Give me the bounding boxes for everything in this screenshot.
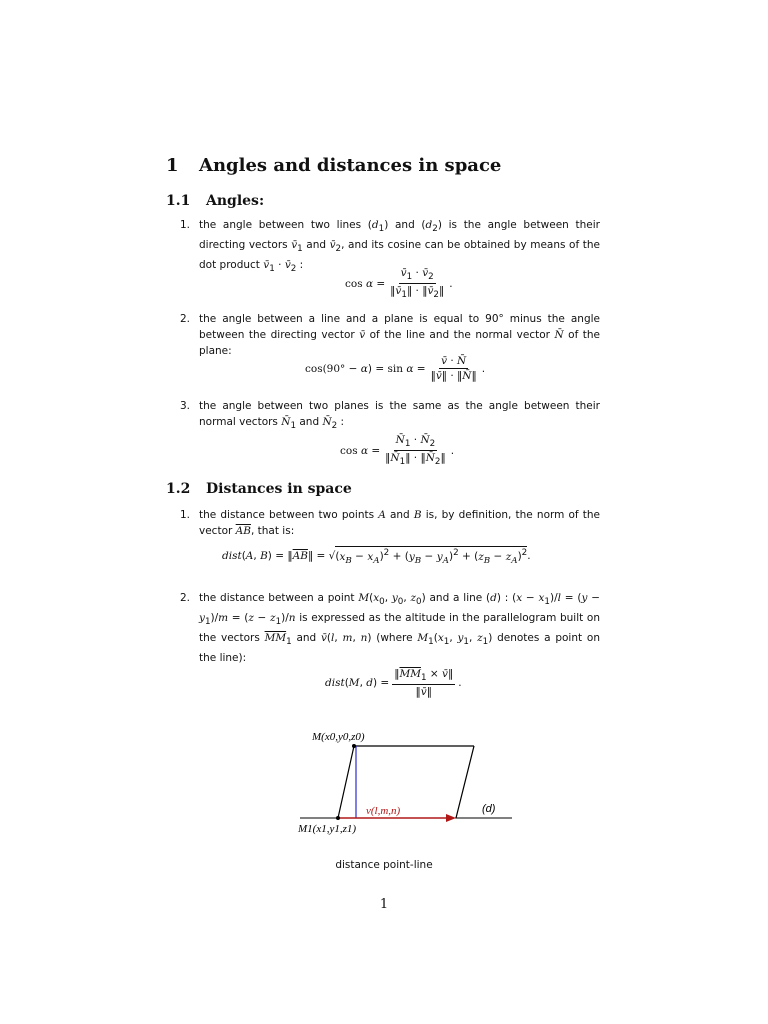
item-text: the distance between a point $M(x_0$, $y_0$, $z_0$) and a line (d) : $(x - x_1)/l = (y - y_1)/m = (z - z_1)/n$ is expressed as the altitude in the parallelogram built on the vectors $\overline{MM}_1$ and v̄(l, m, n) (where $M_1(x_1$, $y_1$, $z_1$) denotes a point on the line): [199,592,601,665]
item-number: 1. [180,219,191,231]
item-text: the distance between two points A and B is, by definition, the norm of the vector $\overline{AB}$, that is: [199,509,600,537]
parallelogram-left [338,746,354,818]
subsection-heading-angles [166,193,264,209]
label-M1: M1(x1,y1,z1) [298,823,357,835]
label-M: M(x0,y0,z0) [312,731,365,743]
distances-item-1 [180,507,600,539]
item-text: the angle between two lines $(d_1)$ and $(d_2)$ is the angle between their directing vectors $v̄_1$ and $v̄_2$, and its cosine can be obtained by means of the dot product $v̄_1$ · $v̄_2$ : [199,219,600,275]
formula-distance-point-line: dist ( M , d ) = $\frac{‖\overline{MM}_1 \times v̄‖}{‖v̄‖}$ . [325,668,462,699]
subsection-number: 1.2 [166,481,191,497]
parallelogram-right [456,746,474,818]
angles-item-2 [180,311,600,359]
section-title: Angles and distances in space [199,155,502,176]
angles-item-3 [180,398,600,434]
section-heading [166,155,501,176]
label-v: v(l,m,n) [366,805,401,817]
formula-angle-lines: cos α = $\frac{v̄_1 \cdot v̄_2}{‖v̄_1‖ \cdot ‖v̄_2‖}$ . [345,267,453,301]
item-text: the angle between a line and a plane is equal to 90° minus the angle between the directing vector v̄ of the line and the normal vector N̄ of the plane: [199,313,600,357]
point-M1 [336,816,340,820]
point-M [352,744,356,748]
subsection-heading-distances [166,481,352,497]
item-text: the angle between two planes is the same as the angle between their normal vectors $N̄_1$ and $N̄_2$ : [199,400,600,432]
item-number: 2. [180,592,191,604]
parallelogram-figure [290,722,520,842]
distances-item-2 [180,590,600,666]
formula-angle-line-plane: cos(90° − α ) = sin α = $\frac{v̄ \cdot N̄}{‖v̄‖ \cdot ‖N̄‖}$ . [305,355,486,382]
item-number: 1. [180,509,191,521]
item-number: 2. [180,313,191,325]
page-number: 1 [379,897,389,912]
subsection-title: Distances in space [206,481,352,497]
label-d: (d) [482,803,496,815]
formula-distance-points: dist ( A , B ) = ‖ $\overline{AB}$ ‖ = √ $(x_B - x_A)^2 + (y_B - y_A)^2 + (z_B - z_A)^2$ . [222,548,531,566]
section-number: 1 [166,155,179,176]
figure-caption: distance point-line [335,859,433,871]
subsection-title: Angles: [206,193,265,209]
vector-v-arrowhead [446,814,456,822]
subsection-number: 1.1 [166,193,191,209]
item-number: 3. [180,400,191,412]
formula-angle-planes: cos α = $\frac{N̄_1 \cdot N̄_2}{‖N̄_1‖ \cdot ‖N̄_2‖}$ . [340,434,455,468]
